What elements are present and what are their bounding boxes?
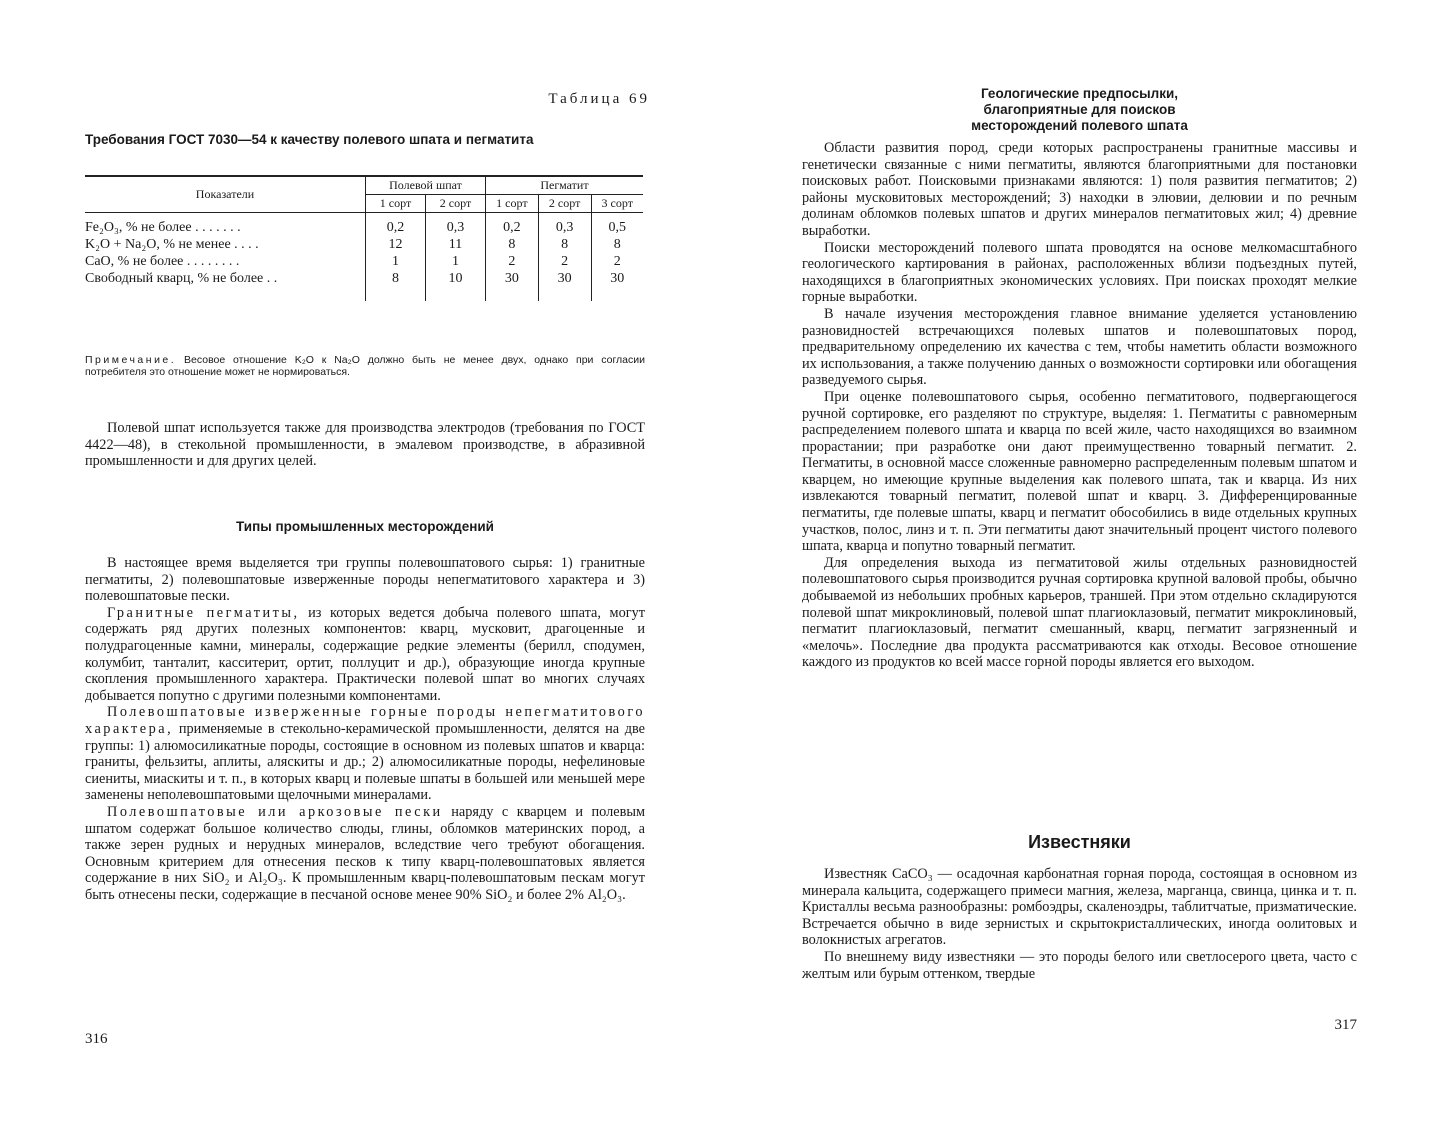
- table-row: [85, 270, 643, 301]
- paragraph: По внешнему виду известняки — это породы белого или светлосерого цвета, часто с желтым или бурым оттенком, твердые: [802, 948, 1357, 982]
- granite-lead: Гранитные пегматиты,: [107, 604, 300, 621]
- col-group-pegmatite: Пегматит: [486, 176, 644, 195]
- table-cell: 0,2: [486, 213, 539, 237]
- heading-limestones: Известняки: [1028, 832, 1131, 852]
- table-number: Таблица 69: [548, 91, 650, 107]
- heading-geological-prerequisites: [802, 86, 1357, 134]
- sands-text: наряду с кварцем и полевым шпатом содержат большое количество слюды, глины, обломков материнских пород, а также зерен рудных и нерудных минералов, вследствие чего требуют обогащения. Основным критерием для отнесения песков к типу кварц-полевошпатовых является содержание в них SiO₂ и Al₂O₃. К промышленным кварц-полевошпатовым пескам могут быть отнесены пески, содержащие в песчаной основе менее 90% SiO₂ и более 2% Al₂O₃.: [85, 803, 646, 903]
- deposit-types-text: [85, 555, 645, 903]
- paragraph-igneous-rocks: [85, 704, 645, 804]
- left-page: [85, 0, 650, 1122]
- use-paragraph-block: [85, 420, 645, 470]
- table-title: Требования ГОСТ 7030—54 к качеству полевого шпата и пегматита: [85, 132, 534, 147]
- table-cell: 8: [486, 236, 539, 253]
- paragraph: Поиски месторождений полевого шпата проводятся на основе мелкомасштабного геологического картирования в районах, расположенных вблизи подъездных путей, находящихся в благоприятных экономических условиях. При поисках проходят мелкие горные выработки.: [802, 239, 1357, 306]
- note-label: Примечание.: [85, 354, 177, 366]
- table-cell: 2: [591, 253, 643, 270]
- sands-lead: Полевошпатовые или аркозовые пески: [107, 803, 443, 820]
- table-cell: 12: [366, 236, 426, 253]
- table-cell: 8: [538, 236, 591, 253]
- table-cell: 0,2: [366, 213, 426, 237]
- paragraph: Известняк CaCO₃ — осадочная карбонатная горная порода, состоящая в основном из минерала кальцита, содержащего примеси магния, железа, марганца, свинца, цинка и т. п. Кристаллы весьма разнообразны: ромбоэдры, скаленоэдры, таблитчатые, призматические. Встречается обычно в виде зернистых и скрытокристаллических, иногда оолитовых и волокнистых агрегатов.: [802, 866, 1357, 949]
- row-label: Свободный кварц, % не более . .: [85, 271, 278, 286]
- limestone-text: [802, 866, 1357, 982]
- paragraph-use: Полевой шпат используется также для производства электродов (требования по ГОСТ 4422—48), в стекольной промышленности, в эмалевом производстве, в абразивной промышленности и для других целей.: [85, 420, 645, 470]
- table-cell: 8: [366, 270, 426, 301]
- paragraph-granite-pegmatites: [85, 605, 645, 705]
- table-cell: 30: [538, 270, 591, 301]
- heading-line: месторождений полевого шпата: [971, 118, 1188, 133]
- grade-header: 1 сорт: [486, 195, 539, 213]
- paragraph: В начале изучения месторождения главное внимание уделяется установлению разновидностей встречающихся полевых шпатов и полевошпатовых пород, предварительному определению их качества с тем, чтобы наметить области возможного их использования, а также получению данных о возможности сортировки или обогащения разведуемого сырья.: [802, 305, 1357, 389]
- col-header-parameter: Показатели: [85, 176, 366, 213]
- heading-line: благоприятные для поисков: [983, 102, 1176, 117]
- igneous-text: применяемые в стекольно-керамической промышленности, делятся на две группы: 1) алюмосиликатные породы, состоящие в основном из полевых шпатов и кварца: граниты, фельзиты, аплиты, аляскиты и др.; 2) алюмосиликатные породы, нефелиновые сиениты, миаскиты и т. п., в которых кварц и полевые шпаты в большей или меньшей мере заменены неполевошпатовыми щелочными минералами.: [85, 720, 645, 804]
- table-cell: 2: [538, 253, 591, 270]
- granite-text: из которых ведется добыча полевого шпата, могут содержать ряд других полезных компонентов: кварц, мусковит, драгоценные и полудрагоценные камни, минералы, содержащие редкие элементы (берилл, сподумен, колумбит, танталит, касситерит, ортит, поллуцит и др.), образующие иногда крупные скопления промышленного характера. Практически полевой шпат во многих случаях добывается попутно с другими полезными компонентами.: [85, 604, 645, 704]
- paragraph-groups: В настоящее время выделяется три группы полевошпатового сырья: 1) гранитные пегматиты, 2) полевошпатовые изверженные породы непегматитового характера и 3) полевошпатовые пески.: [85, 555, 645, 605]
- paragraph: При оценке полевошпатового сырья, особенно пегматитового, подвергающегося ручной сортировке, его разделяют по структуре, выделяя: 1. Пегматиты с равномерным распределением полевого шпата и кварца по всей жиле, часто находящихся во взаимном прорастании; при разработке они дают преимущественно товарный пегматит. 2. Пегматиты, в основной массе сложенные равномерно распределенным полевым шпатом и кварцем, но имеющие крупные выделения как полевого шпата, так и кварца. Из них извлекаются товарный пегматит, полевой шпат и кварц. 3. Дифференцированные пегматиты, где полевые шпаты, кварц и пегматит обособились в виде отдельных крупных участков, полос, линз и т. п. Эти пегматиты дают значительный процент чистого полевого шпата, кварца и попутно товарный пегматит.: [802, 388, 1357, 555]
- table-row: [85, 253, 643, 270]
- table-cell: 30: [486, 270, 539, 301]
- table-note: [85, 354, 645, 378]
- row-label: CaO, % не более . . . . . . . .: [85, 254, 240, 269]
- table-cell: 30: [591, 270, 643, 301]
- grade-header: 2 сорт: [426, 195, 486, 213]
- igneous-lead: Полевошпатовые изверженные горные породы непегматитового характера,: [85, 704, 645, 737]
- row-label: Fe₂O₃, % не более . . . . . . .: [85, 220, 241, 235]
- paragraph: Области развития пород, среди которых распространены гранитные массивы и генетически связанные с ними пегматиты, являются благоприятными для постановки поисковых работ. Поисковыми признаками являются: 1) поля развития пегматитов; 2) районы мусковитовых месторождений; 3) находки в элювии, делювии и по речным долинам обломков полевых шпатов и других минералов пегматитовых жил; 4) древние выработки.: [802, 140, 1357, 239]
- grade-header: 1 сорт: [366, 195, 426, 213]
- page-number-left: 316: [85, 1031, 108, 1047]
- row-label: K₂O + Na₂O, % не менее . . . .: [85, 237, 259, 252]
- table-row: [85, 236, 643, 253]
- requirements-table: [85, 175, 643, 301]
- col-group-feldspar: Полевой шпат: [366, 176, 486, 195]
- table-cell: 0,5: [591, 213, 643, 237]
- table-cell: 11: [426, 236, 486, 253]
- heading-deposit-types: Типы промышленных месторождений: [236, 519, 494, 534]
- grade-header: 2 сорт: [538, 195, 591, 213]
- note-text: Весовое отношение K₂O к Na₂O должно быть не менее двух, однако при согласии потребителя это отношение может не нормироваться.: [85, 354, 645, 378]
- right-page: [802, 0, 1357, 1122]
- table-cell: 10: [426, 270, 486, 301]
- grade-header: 3 сорт: [591, 195, 643, 213]
- table-cell: 8: [591, 236, 643, 253]
- table-row: [85, 213, 643, 237]
- heading-line: Геологические предпосылки,: [980, 86, 1179, 101]
- table-cell: 0,3: [426, 213, 486, 237]
- paragraph: Для определения выхода из пегматитовой жилы отдельных разновидностей полевошпатового сырья производится ручная сортировка крупной валовой пробы, обычно добываемой из небольших пробных карьеров, траншей. При этом отдельно складируются полевой шпат микроклиновый, полевой шпат плагиоклазовый, пегматит микроклиновый, пегматит плагиоклазовый, пегматит смешанный, кварц, пегматит загрязненный и «мелочь». Последние два продукта рассматриваются как отходы. Весовое отношение каждого из продуктов ко всей массе горной породы является его выходом.: [802, 554, 1357, 671]
- table-cell: 0,3: [538, 213, 591, 237]
- table-cell: 2: [486, 253, 539, 270]
- prospecting-text: [802, 140, 1357, 671]
- table-cell: 1: [366, 253, 426, 270]
- paragraph-arkose-sands: [85, 804, 645, 904]
- page-number-right: 317: [1334, 1017, 1357, 1033]
- table-cell: 1: [426, 253, 486, 270]
